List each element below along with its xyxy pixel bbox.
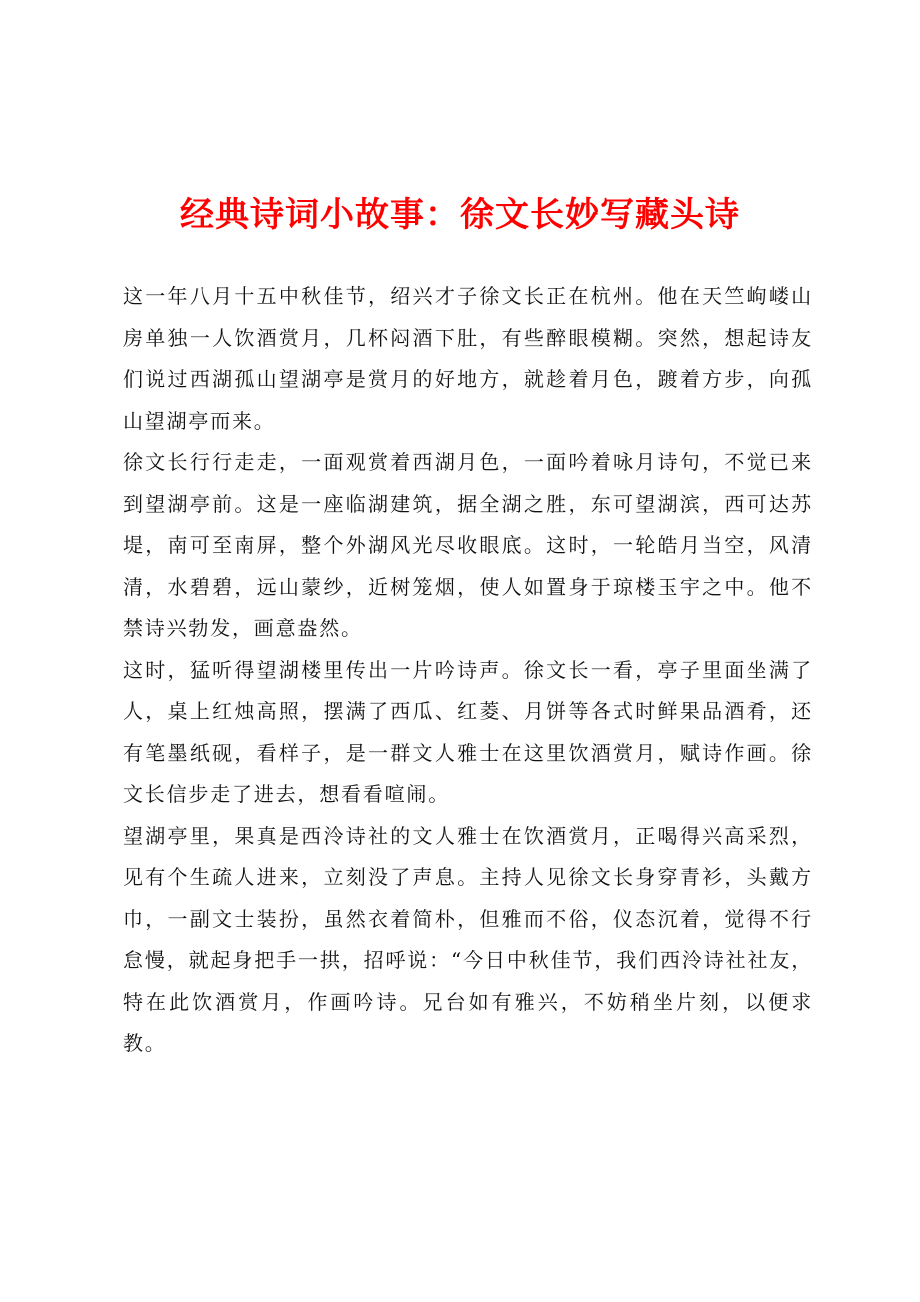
document-body xyxy=(123,276,813,1065)
paragraph: 这时，猛听得望湖楼里传出一片吟诗声。徐文长一看，亭子里面坐满了人，桌上红烛高照，摆满了西瓜、红菱、月饼等各式时鲜果品酒肴，还有笔墨纸砚，看样子，是一群文人雅士在这里饮酒赏月，赋诗作画。徐文长信步走了进去，想看看喧闹。 xyxy=(123,657,813,806)
paragraph: 这一年八月十五中秋佳节，绍兴才子徐文长正在杭州。他在天竺岣嵝山房单独一人饮酒赏月，几杯闷酒下肚，有些醉眼模糊。突然，想起诗友们说过西湖孤山望湖亭是赏月的好地方，就趁着月色，踱着方步，向孤山望湖亭而来。 xyxy=(123,284,813,433)
document-title: 经典诗词小故事：徐文长妙写藏头诗 xyxy=(180,195,740,235)
paragraph: 徐文长行行走走，一面观赏着西湖月色，一面吟着咏月诗句，不觉已来到望湖亭前。这是一座临湖建筑，据全湖之胜，东可望湖滨，西可达苏堤，南可至南屏，整个外湖风光尽收眼底。这时，一轮皓月当空，风清清，水碧碧，远山蒙纱，近树笼烟，使人如置身于琼楼玉宇之中。他不禁诗兴勃发，画意盎然。 xyxy=(123,450,813,640)
paragraph: 望湖亭里，果真是西泠诗社的文人雅士在饮酒赏月，正喝得兴高采烈，见有个生疏人进来，立刻没了声息。主持人见徐文长身穿青衫，头戴方巾，一副文士装扮，虽然衣着简朴，但雅而不俗，仪态沉着，觉得不行怠慢，就起身把手一拱，招呼说：“今日中秋佳节，我们西泠诗社社友，特在此饮酒赏月，作画吟诗。兄台如有雅兴，不妨稍坐片刻，以便求教。 xyxy=(123,823,813,1055)
